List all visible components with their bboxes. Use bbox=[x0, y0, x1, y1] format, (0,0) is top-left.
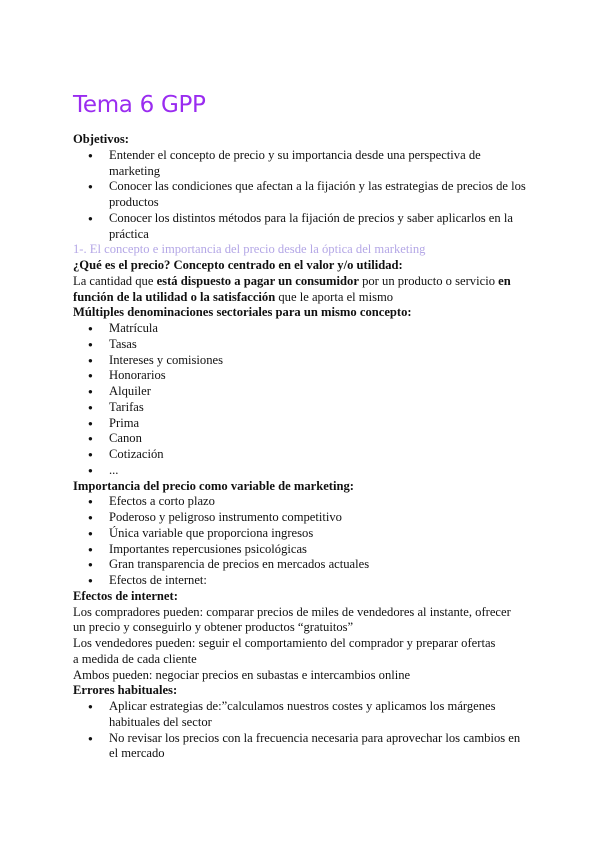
list-item: ● Alquiler bbox=[73, 384, 529, 400]
list-item: ● Cotización bbox=[73, 447, 529, 463]
text: La cantidad que bbox=[73, 273, 157, 288]
internet-heading: Efectos de internet: bbox=[73, 588, 178, 603]
objetivos-list bbox=[73, 148, 533, 243]
list-item: ● Intereses y comisiones bbox=[73, 353, 529, 369]
document-page bbox=[73, 88, 533, 762]
list-item: ● Aplicar estrategias de:”calculamos nuestros costes y aplicamos los márgenes habituales del sector bbox=[73, 699, 529, 731]
text: por un producto o servicio bbox=[358, 273, 499, 288]
section-heading: 1-. El concepto e importancia del precio desde la óptica del marketing bbox=[73, 242, 426, 257]
list-item: ● Honorarios bbox=[73, 368, 529, 384]
list-item: ● No revisar los precios con la frecuencia necesaria para aprovechar los cambios en el mercado bbox=[73, 731, 529, 763]
importancia-heading: Importancia del precio como variable de marketing: bbox=[73, 478, 354, 493]
importancia-list bbox=[73, 494, 533, 589]
list-item: ● Tarifas bbox=[73, 400, 529, 416]
list-item: ● Importantes repercusiones psicológicas bbox=[73, 542, 529, 558]
list-item: ● Gran transparencia de precios en mercados actuales bbox=[73, 557, 529, 573]
paragraph: Los vendedores pueden: seguir el comportamiento del comprador y preparar ofertas a medida de cada cliente bbox=[73, 636, 496, 666]
errores-list bbox=[73, 699, 533, 762]
list-item: ● Única variable que proporciona ingresos bbox=[73, 526, 529, 542]
list-item: ● Efectos a corto plazo bbox=[73, 494, 529, 510]
list-item: ● Conocer las condiciones que afectan a la fijación y las estrategias de precios de los productos bbox=[73, 179, 529, 211]
list-item: ● Poderoso y peligroso instrumento competitivo bbox=[73, 510, 529, 526]
list-item: ● Canon bbox=[73, 431, 529, 447]
list-item: ● Conocer los distintos métodos para la fijación de precios y saber aplicarlos en la práctica bbox=[73, 211, 529, 243]
list-item: ● Matrícula bbox=[73, 321, 529, 337]
list-item: ● Prima bbox=[73, 416, 529, 432]
definition-paragraph bbox=[73, 274, 533, 306]
denominaciones-heading: Múltiples denominaciones sectoriales para un mismo concepto: bbox=[73, 305, 412, 320]
list-item: ● ... bbox=[73, 463, 529, 479]
paragraph: Los compradores pueden: comparar precios de miles de vendedores al instante, ofrecer un precio y conseguirlo y obtener productos “gratuitos” bbox=[73, 604, 511, 635]
text: que le aporta el mismo bbox=[275, 289, 394, 304]
denominaciones-list bbox=[73, 321, 533, 479]
list-item: ● Efectos de internet: bbox=[73, 573, 529, 589]
list-item: ● Tasas bbox=[73, 337, 529, 353]
objetivos-heading: Objetivos: bbox=[73, 132, 129, 146]
bold-text: en función de la utilidad o la satisfacción bbox=[73, 273, 511, 304]
errores-heading: Errores habituales: bbox=[73, 683, 178, 698]
bold-text: está dispuesto a pagar un consumidor bbox=[156, 273, 359, 288]
document-title: Tema 6 GPP bbox=[73, 92, 206, 118]
paragraph: Ambos pueden: negociar precios en subastas e intercambios online bbox=[73, 667, 411, 682]
list-item: ● Entender el concepto de precio y su importancia desde una perspectiva de marketing bbox=[73, 148, 529, 180]
que-es-heading: ¿Qué es el precio? Concepto centrado en el valor y/o utilidad: bbox=[73, 258, 403, 272]
